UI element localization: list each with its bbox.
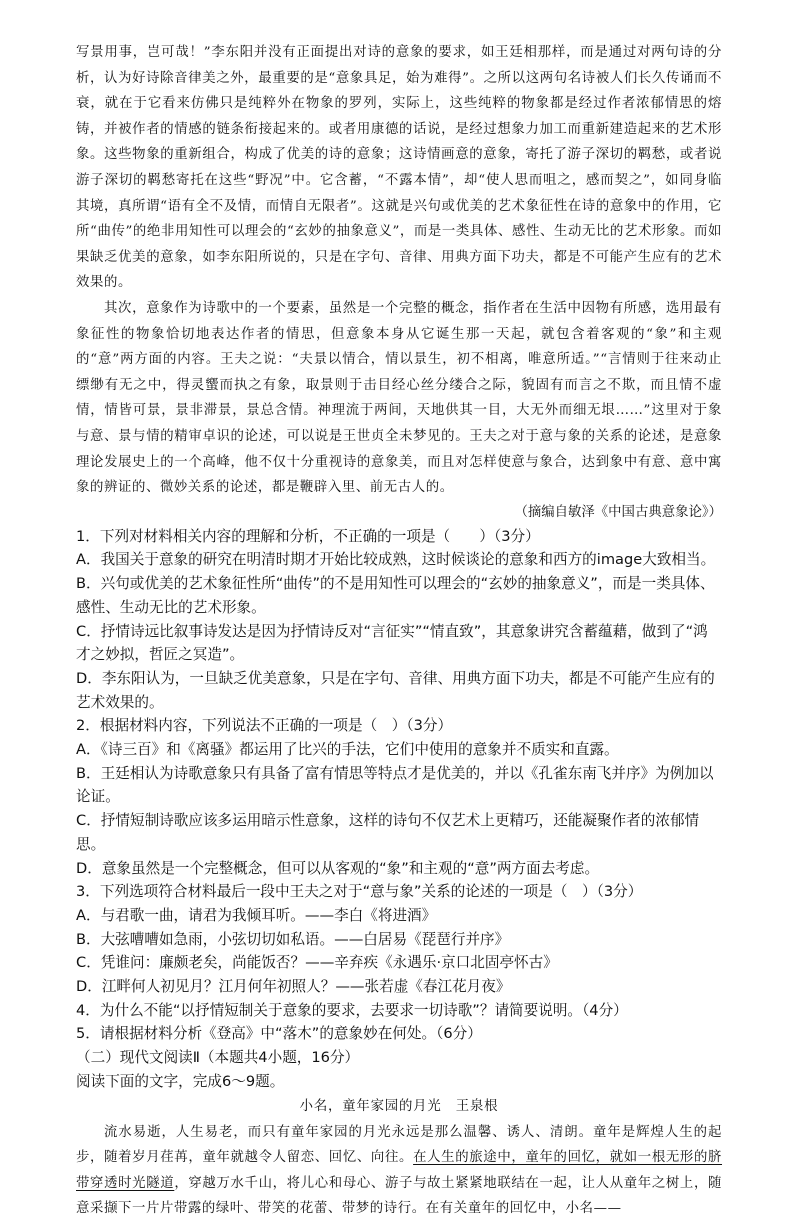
question-2-option-a: A．《诗三百》和《离骚》都运用了比兴的手法，它们中使用的意象并不质实和直露。 — [76, 741, 619, 759]
question-1-option-d: D．李东阳认为，一旦缺乏优美意象，只是在字句、音律、用典方面下功夫，都是不可能产生应有的艺术效果的。 — [76, 669, 715, 711]
passage2-title: 小名，童年家园的月光 王泉根 — [299, 1098, 499, 1114]
question-3-option-a: A．与君歌一曲，请君为我倾耳听。——李白《将进酒》 — [76, 906, 437, 924]
question-1-option-c: C．抒情诗远比叙事诗发达是因为抒情诗反对“言征实”“情直致”，其意象讲究含蓄蕴藉，做到了“鸿才之妙拟，哲匠之冥造”。 — [76, 622, 708, 664]
question-3-option-b: B．大弦嘈嘈如急雨，小弦切切如私语。——白居易《琵琶行并序》 — [76, 930, 510, 948]
question-2-option-d: D．意象虽然是一个完整概念，但可以从客观的“象”和主观的“意”两方面去考虑。 — [76, 859, 600, 877]
question-3-option-c: C．凭谁问：廉颇老矣，尚能饭否？——辛弃疾《永遇乐·京口北固亭怀古》 — [76, 954, 558, 972]
question-3-stem: 3．下列选项符合材料最后一段中王夫之对于“意与象”关系的论述的一项是（ ）（3分） — [76, 883, 643, 901]
passage1-source: （摘编自敏泽《中国古典意象论》） — [514, 504, 722, 520]
question-3-option-d: D．江畔何人初见月？江月何年初照人？——张若虚《春江花月夜》 — [76, 978, 511, 996]
question-2-stem: 2．根据材料内容，下列说法不正确的一项是（ ）（3分） — [76, 717, 453, 735]
passage1-paragraph-2: 其次，意象作为诗歌中的一个要素，虽然是一个完整的概念，指作者在生活中因物有所感，选用最有象征性的物象恰切地表达作者的情思，但意象本身从它诞生那一天起，就包含着客观的“象”和主观的“意”两方面的内容。王夫之说：“夫景以情合，情以景生，初不相离，唯意所适。”“言情则于往来动止缥缈有无之中，得灵蠁而执之有象，取景则于击目经心丝分缕合之际，貌固有而言之不欺，而且情不虚情，情皆可景，景非滞景，景总含情。神理流于两间，天地供其一目，大无外而细无垠……”这里对于象与意、景与情的精审卓识的论述，可以说是王世贞全未梦见的。王夫之对于意与象的关系的论述，是意象理论发展史上的一个高峰，他不仅十分重视诗的意象美，而且对怎样使意与象合，达到象中有意、意中寓象的辨证的、微妙关系的论述，都是鞭辟入里、前无古人的。 — [76, 300, 722, 496]
passage2-text-before: 流水易逝，人生易老，而只有童年家园的月光永远是那么温馨、诱人、清朗。童年是辉煌人生的起步，随着岁月荏苒，童年就越令人留恋、回忆、向往。 — [76, 1124, 722, 1166]
section-2-instruction: 阅读下面的文字，完成6～9题。 — [76, 1072, 285, 1090]
page-content — [76, 40, 722, 1222]
section-2-header: （二）现代文阅读Ⅱ（本题共4小题，16分） — [76, 1049, 360, 1067]
question-2-option-b: B．王廷相认为诗歌意象只有具备了富有情思等特点才是优美的，并以《孔雀东南飞并序》为例加以论证。 — [76, 764, 714, 806]
question-1-option-a: A．我国关于意象的研究在明清时期才开始比较成熟，这时候谈论的意象和西方的image大致相当。 — [76, 551, 716, 569]
passage1-paragraph-1: 写景用事，岂可哉！”李东阳并没有正面提出对诗的意象的要求，如王廷相那样，而是通过对两句诗的分析，认为好诗除音律美之外，最重要的是“意象具足，始为难得”。之所以这两句名诗被人们长久传诵而不衰，就在于它看来仿佛只是纯粹外在物象的罗列，实际上，这些纯粹的物象都是经过作者浓郁情思的熔铸，并被作者的情感的链条衔接起来的。或者用康德的话说，是经过想象力加工而重新建造起来的艺术形象。这些物象的重新组合，构成了优美的诗的意象；这诗情画意的意象，寄托了游子深切的羁愁，或者说游子深切的羁愁寄托在这些“野况”中。它含蓄，“不露本情”，却“使人思而咀之，感而契之”，如同身临其境，真所谓“语有全不及情，而情自无限者”。这就是兴句或优美的艺术象征性在诗的意象中的作用，它所“曲传”的绝非用知性可以理会的“玄妙的抽象意义”，而是一类具体、感性、生动无比的艺术形象。而如果缺乏优美的意象，如李东阳所说的，只是在字句、音律、用典方面下功夫，都是不可能产生应有的艺术效果的。 — [76, 45, 722, 291]
question-2-option-c: C．抒情短制诗歌应该多运用暗示性意象，这样的诗句不仅艺术上更精巧，还能凝聚作者的浓郁情思。 — [76, 812, 700, 853]
question-4-stem: 4．为什么不能“以抒情短制关于意象的要求，去要求一切诗歌”？请简要说明。（4分） — [76, 1001, 628, 1019]
question-block — [76, 525, 722, 1094]
passage2-underlined-sentence: 在人生的旅途中，童年的回忆，就如一根无形的脐带穿透时光隧道 — [76, 1150, 723, 1191]
passage2-text-after: ，穿越万水千山，将儿心和母心、游子与故土紧紧地联结在一起，让人从童年之树上，随意采撷下一片片带露的绿叶、带笑的花蕾、带梦的诗行。在有关童年的回忆中，小名—— — [76, 1175, 722, 1217]
passage2-paragraph-1 — [76, 1120, 722, 1222]
question-1-stem: 1．下列对材料相关内容的理解和分析，不正确的一项是（ ）（3分） — [76, 527, 540, 545]
question-1-option-b: B．兴句或优美的艺术象征性所“曲传”的不是用知性可以理会的“玄妙的抽象意义”，而是一类具体、感性、生动无比的艺术形象。 — [76, 575, 715, 616]
question-5-stem: 5．请根据材料分析《登高》中“落木”的意象妙在何处。（6分） — [76, 1025, 482, 1043]
